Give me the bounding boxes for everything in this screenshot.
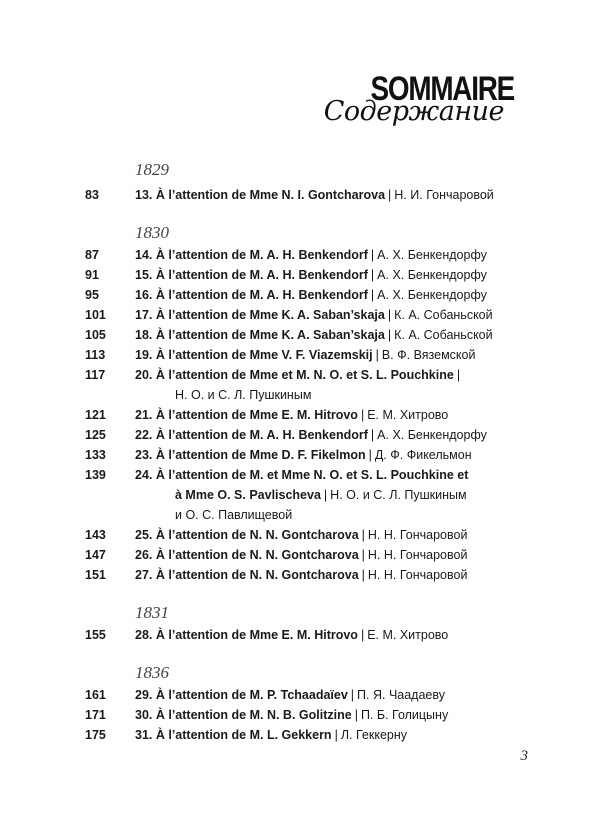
entry-title-ru: Н. Н. Гончаровой — [367, 568, 468, 582]
entry-title-fr: 17. À l’attention de Mme K. A. Saban’skaja — [135, 308, 385, 322]
section-year: 1831 — [135, 603, 169, 622]
entry-title-ru: Л. Геккерну — [340, 728, 407, 742]
entry-title-ru: А. Х. Бенкендорфу — [377, 428, 487, 442]
entry-title-ru: Н. И. Гончаровой — [394, 188, 494, 202]
section-year: 1836 — [135, 663, 169, 682]
toc-entry — [0, 345, 600, 365]
section-year: 1830 — [135, 223, 169, 242]
separator: | — [388, 188, 392, 202]
separator: | — [354, 708, 358, 722]
page-number: 101 — [85, 308, 106, 322]
page-number: 95 — [85, 288, 99, 302]
entry-title-ru: А. Х. Бенкендорфу — [377, 268, 487, 282]
toc-entry — [0, 705, 600, 725]
entry-title-fr: 22. À l’attention de M. A. H. Benkendorf — [135, 428, 368, 442]
page-folio: 3 — [520, 748, 528, 764]
page-number: 151 — [85, 568, 106, 582]
toc-entry — [0, 425, 600, 445]
page-number: 91 — [85, 268, 99, 282]
toc-entry — [0, 265, 600, 285]
entry-title-fr: 27. À l’attention de N. N. Gontcharova — [135, 568, 359, 582]
separator: | — [387, 328, 392, 342]
entry-title-ru: Н. Н. Гончаровой — [367, 528, 468, 542]
entry-title-ru: В. Ф. Вяземской — [381, 348, 476, 362]
page-number: 143 — [85, 528, 106, 542]
entry-title-ru: Н. Н. Гончаровой — [367, 548, 468, 562]
page-number: 105 — [85, 328, 106, 342]
separator: | — [323, 488, 328, 502]
entry-title-ru: А. Х. Бенкендорфу — [377, 248, 487, 262]
entry-title-fr: 16. À l’attention de M. A. H. Benkendorf — [135, 288, 368, 302]
entry-continuation — [175, 485, 467, 505]
page-title: SOMMAIRE — [370, 70, 514, 108]
toc-entry — [0, 625, 600, 645]
entry-title-ru: Е. М. Хитрово — [367, 628, 449, 642]
entry-title-fr: 14. À l’attention de M. A. H. Benkendorf — [135, 248, 368, 262]
page-number: 133 — [85, 448, 106, 462]
page-number: 171 — [85, 708, 106, 722]
toc-entry — [0, 445, 600, 465]
entry-title-ru: П. Б. Голицыну — [360, 708, 449, 722]
entry-continuation-ru: Н. О. и С. Л. Пушкиным — [175, 388, 312, 402]
entry-title-fr: 26. À l’attention de N. N. Gontcharova — [135, 548, 359, 562]
section-year: 1829 — [135, 160, 169, 179]
toc-entry — [0, 565, 600, 585]
page-number: 155 — [85, 628, 106, 642]
separator: | — [361, 568, 365, 582]
entry-title-ru: Д. Ф. Фикельмон — [374, 448, 472, 462]
entry-title-fr: 24. À l’attention de M. et Mme N. O. et S. L. Pouchkine et — [135, 468, 469, 482]
title-block — [323, 70, 514, 127]
toc-entry — [0, 305, 600, 325]
toc-entry — [0, 465, 600, 485]
entry-title-ru: К. А. Собаньской — [394, 308, 493, 322]
page-number: 113 — [85, 348, 106, 362]
toc-entry — [0, 725, 600, 745]
toc-entry — [0, 185, 600, 205]
separator: | — [361, 528, 365, 542]
entry-title-fr: 13. À l’attention de Mme N. I. Gontcharova — [135, 188, 386, 202]
entry-title-ru: П. Я. Чаадаеву — [357, 688, 445, 702]
separator: | — [375, 348, 379, 362]
entry-continuation-ru: и О. С. Павлищевой — [175, 508, 293, 522]
page-number: 121 — [85, 408, 106, 422]
toc-entry — [0, 365, 600, 385]
separator: | — [334, 728, 338, 742]
entry-title-ru: Е. М. Хитрово — [367, 408, 449, 422]
entry-continuation-fr: à Mme O. S. Pavlischeva — [175, 488, 321, 502]
entry-title-fr: 19. À l’attention de Mme V. F. Viazemskij — [135, 348, 373, 362]
toc-entry — [0, 325, 600, 345]
toc-entry — [0, 285, 600, 305]
page-number: 139 — [85, 468, 106, 482]
page-number: 175 — [85, 728, 106, 742]
entry-title-fr: 15. À l’attention de M. A. H. Benkendorf — [135, 268, 368, 282]
page-number: 161 — [85, 688, 106, 702]
separator: | — [370, 428, 375, 442]
toc-entry — [0, 245, 600, 265]
entry-continuation-ru: Н. О. и С. Л. Пушкиным — [330, 488, 467, 502]
entry-title-fr: 20. À l’attention de Mme et M. N. O. et S. L. Pouchkine — [135, 368, 454, 382]
entry-title-fr: 30. À l’attention de M. N. B. Golitzine — [135, 708, 352, 722]
separator: | — [360, 408, 365, 422]
separator: | — [456, 368, 461, 382]
toc-entry — [0, 405, 600, 425]
page-number: 83 — [85, 188, 99, 202]
entry-title-fr: 28. À l’attention de Mme E. M. Hitrovo — [135, 628, 358, 642]
separator: | — [370, 248, 375, 262]
entry-title-fr: 18. À l’attention de Mme K. A. Saban’skaja — [135, 328, 385, 342]
separator: | — [368, 448, 372, 462]
page-number: 125 — [85, 428, 106, 442]
page-number: 147 — [85, 548, 106, 562]
toc-entry — [0, 525, 600, 545]
entry-title-fr: 31. À l’attention de M. L. Gekkern — [135, 728, 332, 742]
separator: | — [370, 288, 375, 302]
separator: | — [387, 308, 392, 322]
entry-title-fr: 29. À l’attention de M. P. Tchaadaïev — [135, 688, 348, 702]
separator: | — [370, 268, 375, 282]
separator: | — [350, 688, 355, 702]
separator: | — [361, 548, 365, 562]
toc-entry — [0, 545, 600, 565]
separator: | — [360, 628, 365, 642]
page-number: 87 — [85, 248, 99, 262]
entry-title-fr: 25. À l’attention de N. N. Gontcharova — [135, 528, 359, 542]
entry-title-ru: А. Х. Бенкендорфу — [377, 288, 487, 302]
toc-entry — [0, 685, 600, 705]
entry-title-fr: 21. À l’attention de Mme E. M. Hitrovo — [135, 408, 358, 422]
entry-title-fr: 23. À l’attention de Mme D. F. Fikelmon — [135, 448, 366, 462]
page-subtitle: Содержание — [323, 96, 504, 127]
entry-title-ru: К. А. Собаньской — [394, 328, 493, 342]
page-number: 117 — [85, 368, 106, 382]
